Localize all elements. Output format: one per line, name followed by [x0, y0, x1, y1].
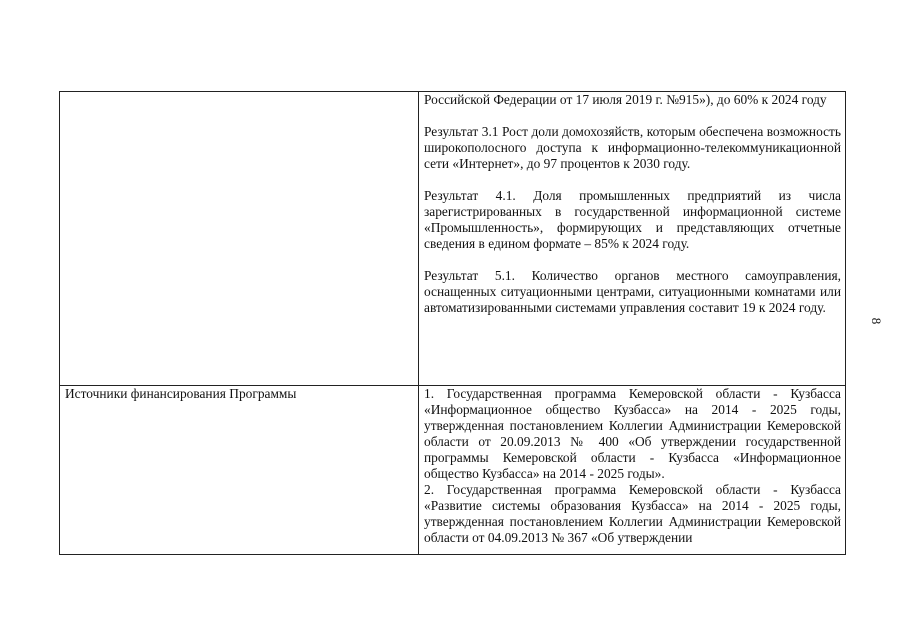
paragraph-program-2: 2. Государственная программа Кемеровской области - Кузбасса «Развитие системы образования Кузбасса» на 2014 - 2025 годы, утвержденная постановлением Коллегии Администрации Кемеровской области от 04.09.2013 № 367 «Об утверждении: [424, 482, 841, 545]
cell-text: [65, 92, 414, 385]
results-text-block: [424, 92, 841, 385]
funding-sources-label: Источники финансирования Программы: [65, 386, 297, 401]
paragraph-program-1: 1. Государственная программа Кемеровской области - Кузбасса «Информационное общество Кузбасса» на 2014 - 2025 годы, утвержденная постановлением Коллегии Администрации Кемеровской области от 20.09.2013 № 400 «Об утверждении государственной программы Кемеровской области - Кузбасса «Информационное общество Кузбасса» на 2014 - 2025 годы».: [424, 386, 841, 481]
table-cell-label: [60, 386, 419, 555]
paragraph-continuation: Российской Федерации от 17 июля 2019 г. №915»), до 60% к 2024 году: [424, 92, 827, 107]
table-cell-results: [419, 92, 846, 386]
table-cell-funding: [419, 386, 846, 555]
paragraph-result-4-1: Результат 4.1. Доля промышленных предприятий из числа зарегистрированных в государственной информационной системе «Промышленность», формирующих и представляющих отчетные сведения в едином формате – 85% к 2024 году.: [424, 188, 841, 251]
document-table: [59, 91, 846, 555]
paragraph-result-3-1: Результат 3.1 Рост доли домохозяйств, которым обеспечена возможность широкополосного доступа к информационно-телекоммуникационной сети «Интернет», до 97 процентов к 2030 году.: [424, 124, 841, 171]
paragraph-result-5-1: Результат 5.1. Количество органов местного самоуправления, оснащенных ситуационными центрами, ситуационными комнатами или автоматизированными системами управления составит 19 к 2024 году.: [424, 268, 841, 315]
funding-text-block: [424, 386, 841, 554]
page-number: 8: [869, 317, 884, 325]
table-row: [60, 92, 846, 386]
table-cell-left-empty: [60, 92, 419, 386]
table-row: [60, 386, 846, 555]
